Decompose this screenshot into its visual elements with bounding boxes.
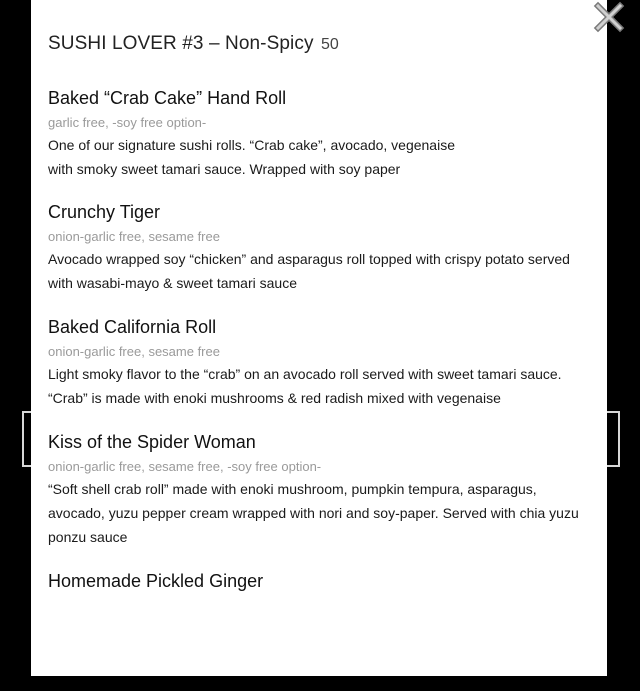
menu-title-text: SUSHI LOVER #3 – Non-Spicy — [48, 33, 314, 54]
menu-item — [48, 86, 593, 181]
menu-item-name: Crunchy Tiger — [48, 202, 161, 222]
description-line: avocado, yuzu pepper cream wrapped with nori and soy-paper. Served with chia yuzu — [48, 505, 579, 521]
menu-modal — [31, 0, 607, 676]
menu-item-tags: onion-garlic free, sesame free — [48, 229, 220, 244]
menu-item-tags: garlic free, -soy free option- — [48, 115, 207, 130]
menu-item-name: Baked California Roll — [48, 317, 217, 337]
close-icon — [590, 0, 630, 36]
menu-item-name: Homemade Pickled Ginger — [48, 571, 264, 591]
menu-item-description — [48, 133, 593, 181]
description-line: with wasabi-mayo & sweet tamari sauce — [48, 275, 297, 291]
menu-item-name: Kiss of the Spider Woman — [48, 432, 256, 452]
menu-item-description — [48, 247, 593, 295]
description-line: ponzu sauce — [48, 529, 128, 545]
description-line: with smoky sweet tamari sauce. Wrapped with soy paper — [48, 161, 401, 177]
menu-item — [48, 200, 593, 295]
menu-title — [48, 33, 339, 55]
menu-item — [48, 569, 593, 593]
menu-item-count: 50 — [320, 36, 339, 53]
description-line: “Crab” is made with enoki mushrooms & red radish mixed with vegenaise — [48, 390, 501, 406]
menu-item — [48, 430, 593, 549]
description-line: One of our signature sushi rolls. “Crab cake”, avocado, vegenaise — [48, 137, 455, 153]
menu-item-tags: onion-garlic free, sesame free, -soy free option- — [48, 459, 322, 474]
description-line: Avocado wrapped soy “chicken” and asparagus roll topped with crispy potato served — [48, 251, 570, 267]
menu-item-description — [48, 477, 593, 549]
menu-item — [48, 315, 593, 410]
menu-item-name: Baked “Crab Cake” Hand Roll — [48, 88, 287, 108]
close-button[interactable] — [590, 0, 630, 36]
description-line: Light smoky flavor to the “crab” on an avocado roll served with sweet tamari sauce. — [48, 366, 562, 382]
menu-item-tags: onion-garlic free, sesame free — [48, 344, 220, 359]
menu-item-description — [48, 362, 593, 410]
description-line: “Soft shell crab roll” made with enoki mushroom, pumpkin tempura, asparagus, — [48, 481, 537, 497]
